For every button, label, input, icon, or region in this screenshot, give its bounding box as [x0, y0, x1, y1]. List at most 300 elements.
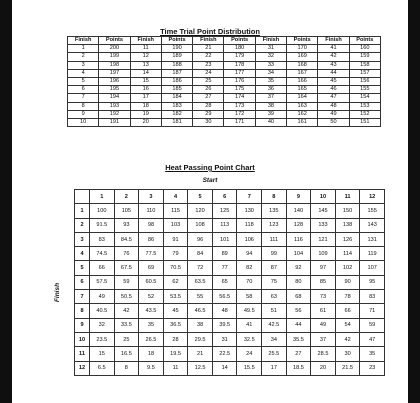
time-trial-cell: 157 [349, 69, 380, 77]
heat-passing-cell: 119 [360, 247, 385, 261]
heat-passing-cell: 115 [163, 204, 188, 218]
time-trial-cell: 155 [349, 86, 380, 94]
heat-passing-cell: 11 [163, 361, 188, 375]
time-trial-cell: 163 [287, 102, 318, 110]
time-trial-row [68, 102, 381, 110]
heat-passing-cell: 65 [212, 275, 237, 289]
heat-passing-cell: 108 [188, 218, 213, 232]
time-trial-cell: 29 [193, 110, 224, 118]
heat-passing-start-header: 8 [262, 190, 287, 204]
heat-passing-cell: 121 [311, 232, 336, 246]
heat-passing-finish-header: 11 [75, 347, 90, 361]
time-trial-cell: 48 [318, 102, 349, 110]
heat-passing-cell: 104 [286, 247, 311, 261]
heat-passing-cell: 34 [262, 332, 287, 346]
heat-passing-cell: 77 [212, 261, 237, 275]
heat-passing-cell: 120 [188, 204, 213, 218]
time-trial-cell: 33 [255, 61, 286, 69]
heat-passing-start-header: 1 [90, 190, 115, 204]
heat-passing-cell: 55 [188, 290, 213, 304]
heat-passing-cell: 32.5 [237, 332, 262, 346]
heat-passing-start-header: 3 [139, 190, 164, 204]
time-trial-cell: 191 [99, 119, 130, 127]
time-trial-cell: 7 [68, 94, 99, 102]
heat-passing-cell: 15.5 [237, 361, 262, 375]
heat-passing-cell: 37 [311, 332, 336, 346]
heat-passing-cell: 90 [335, 275, 360, 289]
heat-passing-cell: 14 [212, 361, 237, 375]
heat-passing-cell: 57.5 [90, 275, 115, 289]
time-trial-row [68, 53, 381, 61]
heat-passing-cell: 130 [237, 204, 262, 218]
heat-passing-cell: 135 [262, 204, 287, 218]
time-trial-cell: 189 [161, 53, 192, 61]
heat-passing-corner-cell [75, 190, 90, 204]
heat-passing-cell: 40.5 [90, 304, 115, 318]
time-trial-cell: 27 [193, 94, 224, 102]
heat-passing-cell: 15 [90, 347, 115, 361]
heat-passing-cell: 97 [311, 261, 336, 275]
time-trial-header-cell: Finish [193, 37, 224, 45]
heat-passing-cell: 42 [114, 304, 139, 318]
time-trial-cell: 49 [318, 110, 349, 118]
heat-passing-cell: 71 [360, 304, 385, 318]
heat-passing-cell: 56.5 [212, 290, 237, 304]
heat-passing-cell: 72 [188, 261, 213, 275]
heat-passing-row [75, 204, 385, 218]
time-trial-header-cell: Finish [68, 37, 99, 45]
time-trial-cell: 34 [255, 69, 286, 77]
heat-passing-cell: 51 [262, 304, 287, 318]
heat-passing-cell: 138 [335, 218, 360, 232]
time-trial-cell: 198 [99, 61, 130, 69]
heat-passing-cell: 133 [311, 218, 336, 232]
heat-passing-cell: 21.5 [335, 361, 360, 375]
heat-passing-finish-header: 7 [75, 290, 90, 304]
time-trial-cell: 37 [255, 94, 286, 102]
time-trial-cell: 2 [68, 53, 99, 61]
time-trial-cell: 186 [161, 78, 192, 86]
heat-passing-cell: 107 [360, 261, 385, 275]
time-trial-cell: 26 [193, 86, 224, 94]
time-trial-cell: 192 [99, 110, 130, 118]
heat-passing-cell: 98 [139, 218, 164, 232]
time-trial-cell: 171 [224, 119, 255, 127]
time-trial-cell: 47 [318, 94, 349, 102]
time-trial-title: Time Trial Point Distribution [160, 27, 260, 36]
heat-passing-cell: 21 [188, 347, 213, 361]
heat-passing-cell: 63 [262, 290, 287, 304]
heat-passing-cell: 59 [114, 275, 139, 289]
time-trial-cell: 161 [287, 119, 318, 127]
time-trial-cell: 174 [224, 94, 255, 102]
heat-passing-cell: 100 [90, 204, 115, 218]
heat-passing-cell: 75 [262, 275, 287, 289]
heat-passing-cell: 45 [163, 304, 188, 318]
heat-passing-cell: 60.5 [139, 275, 164, 289]
time-trial-cell: 152 [349, 110, 380, 118]
heat-passing-cell: 36.5 [163, 318, 188, 332]
heat-passing-cell: 46.5 [188, 304, 213, 318]
time-trial-cell: 44 [318, 69, 349, 77]
heat-passing-start-header: 12 [360, 190, 385, 204]
heat-passing-cell: 99 [262, 247, 287, 261]
start-axis-label: Start [202, 177, 218, 184]
time-trial-cell: 11 [130, 45, 161, 53]
heat-passing-cell: 140 [286, 204, 311, 218]
time-trial-header-cell: Points [287, 37, 318, 45]
heat-passing-cell: 116 [286, 232, 311, 246]
heat-passing-cell: 77.5 [139, 247, 164, 261]
time-trial-cell: 176 [224, 78, 255, 86]
time-trial-header-cell: Finish [130, 37, 161, 45]
time-trial-cell: 12 [130, 53, 161, 61]
heat-passing-cell: 74.5 [90, 247, 115, 261]
heat-passing-cell: 27 [286, 347, 311, 361]
heat-passing-cell: 118 [237, 218, 262, 232]
time-trial-cell: 9 [68, 110, 99, 118]
time-trial-cell: 178 [224, 61, 255, 69]
heat-passing-cell: 42 [335, 332, 360, 346]
time-trial-row [68, 94, 381, 102]
heat-passing-finish-header: 9 [75, 318, 90, 332]
heat-passing-start-header: 9 [286, 190, 311, 204]
heat-passing-cell: 84 [188, 247, 213, 261]
time-trial-cell: 1 [68, 45, 99, 53]
time-trial-cell: 182 [161, 110, 192, 118]
heat-passing-cell: 19.5 [163, 347, 188, 361]
heat-passing-cell: 9.5 [139, 361, 164, 375]
heat-passing-cell: 66 [90, 261, 115, 275]
heat-passing-row [75, 318, 385, 332]
time-trial-cell: 39 [255, 110, 286, 118]
heat-passing-cell: 12.5 [188, 361, 213, 375]
time-trial-cell: 3 [68, 61, 99, 69]
heat-passing-cell: 6.5 [90, 361, 115, 375]
heat-passing-start-header: 2 [114, 190, 139, 204]
heat-passing-cell: 92 [286, 261, 311, 275]
heat-passing-finish-header: 3 [75, 232, 90, 246]
heat-passing-cell: 35 [360, 347, 385, 361]
time-trial-row [68, 86, 381, 94]
time-trial-header-row [68, 37, 381, 45]
heat-passing-cell: 25.5 [262, 347, 287, 361]
time-trial-cell: 159 [349, 53, 380, 61]
heat-passing-cell: 87 [262, 261, 287, 275]
heat-passing-cell: 155 [360, 204, 385, 218]
time-trial-cell: 151 [349, 119, 380, 127]
time-trial-cell: 195 [99, 86, 130, 94]
time-trial-cell: 6 [68, 86, 99, 94]
heat-passing-cell: 20 [311, 361, 336, 375]
time-trial-row [68, 45, 381, 53]
heat-passing-cell: 38 [188, 318, 213, 332]
time-trial-table [67, 36, 381, 127]
time-trial-cell: 25 [193, 78, 224, 86]
time-trial-cell: 13 [130, 61, 161, 69]
heat-passing-cell: 26.5 [139, 332, 164, 346]
heat-passing-row [75, 361, 385, 375]
heat-passing-cell: 109 [311, 247, 336, 261]
heat-passing-cell: 102 [335, 261, 360, 275]
heat-passing-cell: 80 [286, 275, 311, 289]
time-trial-cell: 168 [287, 61, 318, 69]
heat-passing-finish-header: 4 [75, 247, 90, 261]
heat-passing-cell: 18.5 [286, 361, 311, 375]
heat-passing-finish-header: 12 [75, 361, 90, 375]
time-trial-row [68, 78, 381, 86]
time-trial-cell: 175 [224, 86, 255, 94]
heat-passing-cell: 84.5 [114, 232, 139, 246]
heat-passing-cell: 70 [237, 275, 262, 289]
time-trial-header-cell: Finish [318, 37, 349, 45]
time-trial-cell: 183 [161, 102, 192, 110]
heat-passing-cell: 52 [139, 290, 164, 304]
time-trial-cell: 40 [255, 119, 286, 127]
heat-passing-cell: 62 [163, 275, 188, 289]
heat-passing-row [75, 232, 385, 246]
time-trial-cell: 8 [68, 102, 99, 110]
heat-passing-cell: 49 [90, 290, 115, 304]
heat-passing-cell: 78 [335, 290, 360, 304]
heat-passing-cell: 54 [335, 318, 360, 332]
time-trial-cell: 165 [287, 86, 318, 94]
heat-passing-cell: 145 [311, 204, 336, 218]
heat-passing-cell: 95 [360, 275, 385, 289]
time-trial-row [68, 69, 381, 77]
time-trial-cell: 180 [224, 45, 255, 53]
heat-passing-cell: 35.5 [286, 332, 311, 346]
heat-passing-start-header: 11 [335, 190, 360, 204]
time-trial-header-cell: Points [99, 37, 130, 45]
time-trial-cell: 42 [318, 53, 349, 61]
heat-passing-cell: 59 [360, 318, 385, 332]
heat-passing-cell: 101 [212, 232, 237, 246]
heat-passing-cell: 17 [262, 361, 287, 375]
heat-passing-cell: 44 [286, 318, 311, 332]
heat-passing-cell: 50.5 [114, 290, 139, 304]
heat-passing-cell: 8 [114, 361, 139, 375]
heat-passing-cell: 63.5 [188, 275, 213, 289]
time-trial-row [68, 110, 381, 118]
time-trial-cell: 170 [287, 45, 318, 53]
heat-passing-cell: 30 [335, 347, 360, 361]
heat-passing-cell: 48 [212, 304, 237, 318]
heat-passing-cell: 42.5 [262, 318, 287, 332]
time-trial-cell: 31 [255, 45, 286, 53]
heat-passing-cell: 105 [114, 204, 139, 218]
heat-passing-row [75, 218, 385, 232]
time-trial-cell: 30 [193, 119, 224, 127]
finish-axis-label: Finish [54, 282, 62, 303]
heat-passing-finish-header: 8 [75, 304, 90, 318]
time-trial-cell: 158 [349, 61, 380, 69]
heat-passing-cell: 83 [360, 290, 385, 304]
heat-passing-cell: 25 [114, 332, 139, 346]
time-trial-cell: 156 [349, 78, 380, 86]
heat-passing-cell: 150 [335, 204, 360, 218]
heat-passing-row [75, 290, 385, 304]
heat-passing-cell: 70.5 [163, 261, 188, 275]
time-trial-cell: 154 [349, 94, 380, 102]
heat-passing-cell: 123 [262, 218, 287, 232]
heat-passing-cell: 91 [163, 232, 188, 246]
heat-passing-cell: 76 [114, 247, 139, 261]
heat-passing-cell: 22.5 [212, 347, 237, 361]
time-trial-cell: 173 [224, 102, 255, 110]
document-page [12, 0, 408, 403]
time-trial-row [68, 61, 381, 69]
heat-passing-cell: 131 [360, 232, 385, 246]
time-trial-cell: 32 [255, 53, 286, 61]
heat-passing-cell: 94 [237, 247, 262, 261]
time-trial-cell: 19 [130, 110, 161, 118]
heat-passing-cell: 106 [237, 232, 262, 246]
heat-passing-cell: 66 [335, 304, 360, 318]
heat-passing-cell: 23.5 [90, 332, 115, 346]
time-trial-cell: 45 [318, 78, 349, 86]
heat-passing-cell: 73 [311, 290, 336, 304]
time-trial-cell: 200 [99, 45, 130, 53]
time-trial-cell: 184 [161, 94, 192, 102]
heat-passing-cell: 91.5 [90, 218, 115, 232]
time-trial-cell: 188 [161, 61, 192, 69]
time-trial-cell: 4 [68, 69, 99, 77]
heat-passing-row [75, 304, 385, 318]
heat-passing-cell: 35 [139, 318, 164, 332]
heat-passing-cell: 32 [90, 318, 115, 332]
heat-passing-cell: 39.5 [212, 318, 237, 332]
time-trial-cell: 196 [99, 78, 130, 86]
heat-passing-start-header: 10 [311, 190, 336, 204]
time-trial-cell: 5 [68, 78, 99, 86]
heat-passing-cell: 69 [139, 261, 164, 275]
heat-passing-cell: 128 [286, 218, 311, 232]
heat-passing-row [75, 275, 385, 289]
time-trial-cell: 10 [68, 119, 99, 127]
heat-passing-cell: 93 [114, 218, 139, 232]
time-trial-cell: 20 [130, 119, 161, 127]
heat-passing-cell: 56 [286, 304, 311, 318]
heat-passing-start-header: 5 [188, 190, 213, 204]
time-trial-cell: 14 [130, 69, 161, 77]
time-trial-cell: 17 [130, 94, 161, 102]
heat-passing-cell: 143 [360, 218, 385, 232]
heat-passing-cell: 23 [360, 361, 385, 375]
time-trial-cell: 181 [161, 119, 192, 127]
heat-passing-cell: 61 [311, 304, 336, 318]
heat-passing-cell: 28.5 [311, 347, 336, 361]
time-trial-cell: 169 [287, 53, 318, 61]
heat-passing-cell: 24 [237, 347, 262, 361]
heat-passing-row [75, 247, 385, 261]
heat-passing-row [75, 332, 385, 346]
heat-passing-cell: 89 [212, 247, 237, 261]
heat-passing-title: Heat Passing Point Chart [165, 163, 255, 172]
time-trial-cell: 193 [99, 102, 130, 110]
time-trial-row [68, 119, 381, 127]
heat-passing-cell: 82 [237, 261, 262, 275]
time-trial-header-cell: Points [349, 37, 380, 45]
time-trial-cell: 50 [318, 119, 349, 127]
time-trial-cell: 153 [349, 102, 380, 110]
heat-passing-cell: 125 [212, 204, 237, 218]
time-trial-cell: 22 [193, 53, 224, 61]
heat-passing-cell: 31 [212, 332, 237, 346]
time-trial-cell: 172 [224, 110, 255, 118]
heat-passing-cell: 29.5 [188, 332, 213, 346]
heat-passing-cell: 16.5 [114, 347, 139, 361]
heat-passing-start-header: 6 [212, 190, 237, 204]
time-trial-cell: 18 [130, 102, 161, 110]
heat-passing-cell: 79 [163, 247, 188, 261]
heat-passing-cell: 33.5 [114, 318, 139, 332]
heat-passing-finish-header: 10 [75, 332, 90, 346]
time-trial-cell: 23 [193, 61, 224, 69]
heat-passing-cell: 49 [311, 318, 336, 332]
heat-passing-cell: 68 [286, 290, 311, 304]
heat-passing-cell: 85 [311, 275, 336, 289]
heat-passing-row [75, 261, 385, 275]
heat-passing-cell: 43.5 [139, 304, 164, 318]
time-trial-cell: 199 [99, 53, 130, 61]
time-trial-cell: 41 [318, 45, 349, 53]
heat-passing-cell: 96 [188, 232, 213, 246]
time-trial-cell: 177 [224, 69, 255, 77]
time-trial-cell: 46 [318, 86, 349, 94]
heat-passing-cell: 113 [212, 218, 237, 232]
heat-passing-cell: 67.5 [114, 261, 139, 275]
heat-passing-cell: 41 [237, 318, 262, 332]
time-trial-header-cell: Points [224, 37, 255, 45]
heat-passing-cell: 53.5 [163, 290, 188, 304]
time-trial-cell: 38 [255, 102, 286, 110]
heat-passing-cell: 103 [163, 218, 188, 232]
heat-passing-cell: 47 [360, 332, 385, 346]
heat-passing-finish-header: 6 [75, 275, 90, 289]
heat-passing-cell: 110 [139, 204, 164, 218]
heat-passing-cell: 126 [335, 232, 360, 246]
time-trial-cell: 197 [99, 69, 130, 77]
time-trial-cell: 194 [99, 94, 130, 102]
time-trial-cell: 179 [224, 53, 255, 61]
time-trial-cell: 166 [287, 78, 318, 86]
heat-passing-cell: 111 [262, 232, 287, 246]
time-trial-cell: 24 [193, 69, 224, 77]
heat-passing-cell: 114 [335, 247, 360, 261]
time-trial-cell: 36 [255, 86, 286, 94]
time-trial-cell: 28 [193, 102, 224, 110]
heat-passing-cell: 83 [90, 232, 115, 246]
time-trial-cell: 15 [130, 78, 161, 86]
heat-passing-finish-header: 5 [75, 261, 90, 275]
time-trial-cell: 16 [130, 86, 161, 94]
heat-passing-header-row [75, 190, 385, 204]
heat-passing-finish-header: 1 [75, 204, 90, 218]
time-trial-header-cell: Points [161, 37, 192, 45]
heat-passing-start-header: 7 [237, 190, 262, 204]
time-trial-header-cell: Finish [255, 37, 286, 45]
time-trial-cell: 162 [287, 110, 318, 118]
time-trial-cell: 185 [161, 86, 192, 94]
time-trial-cell: 167 [287, 69, 318, 77]
heat-passing-row [75, 347, 385, 361]
heat-passing-cell: 49.5 [237, 304, 262, 318]
time-trial-cell: 190 [161, 45, 192, 53]
time-trial-cell: 21 [193, 45, 224, 53]
heat-passing-cell: 58 [237, 290, 262, 304]
time-trial-cell: 35 [255, 78, 286, 86]
